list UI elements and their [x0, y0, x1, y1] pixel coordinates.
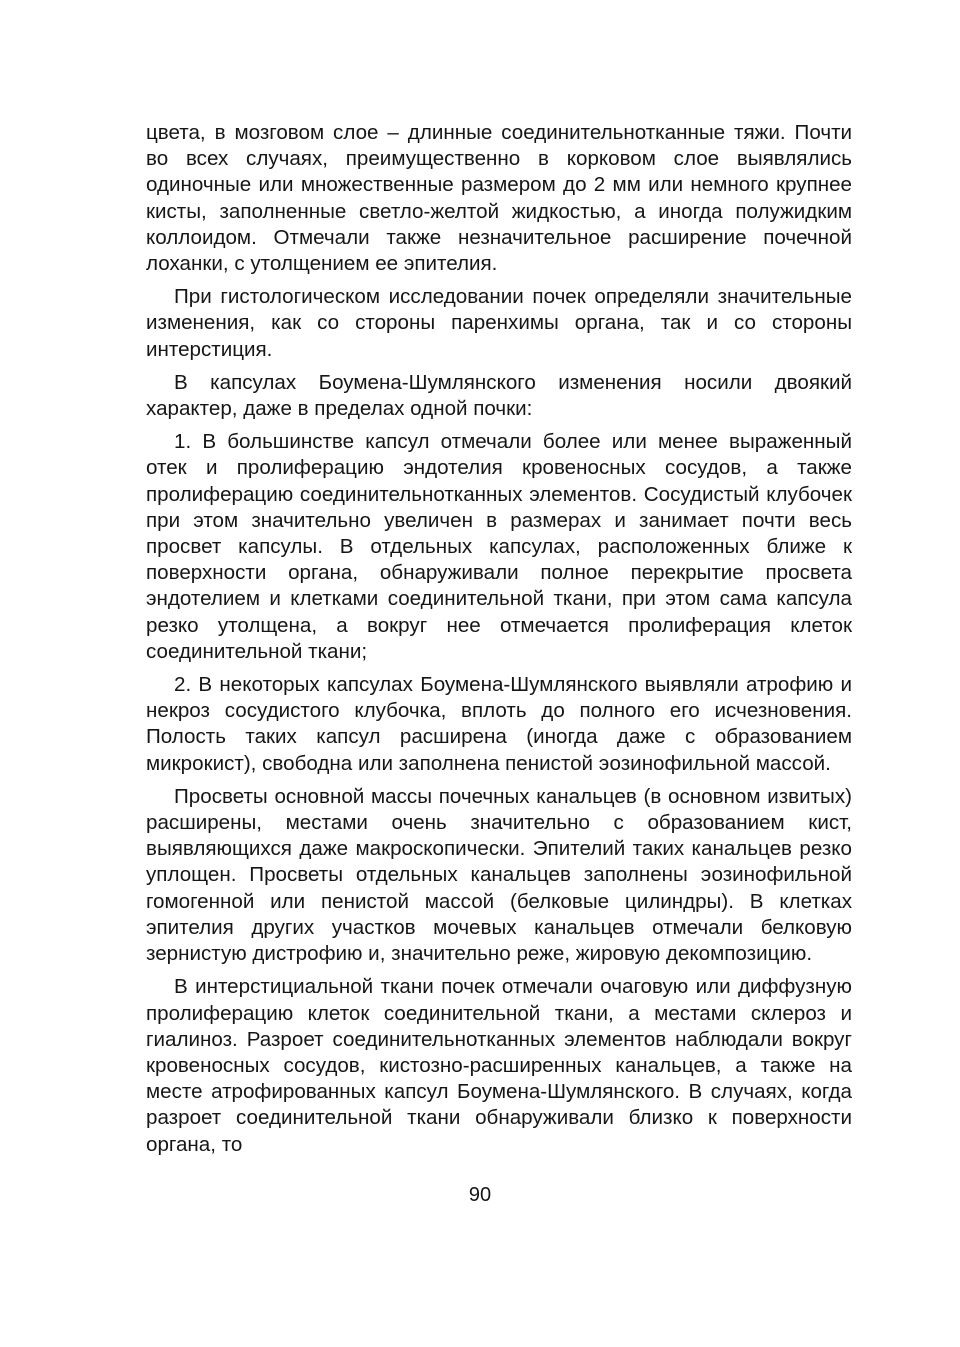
paragraph-histology-intro: При гистологическом исследовании почек определяли значительные изменения, как со стороны паренхимы органа, так и со стороны интерстиция. [146, 285, 852, 361]
document-page [146, 120, 852, 1165]
page-number: 90 [468, 1184, 492, 1206]
paragraph-continuation: цвета, в мозговом слое – длинные соединительнотканные тяжи. Почти во всех случаях, преимущественно в корковом слое выявлялись одиночные или множественные размером до 2 мм или немного крупнее кисты, заполненные светло-желтой жидкостью, а иногда полужидким коллоидом. Отмечали также незначительное расширение почечной лоханки, с утолщением ее эпителия. [146, 121, 852, 276]
paragraph-capsules-intro: В капсулах Боумена-Шумлянского изменения носили двоякий характер, даже в пределах одной почки: [146, 370, 852, 421]
paragraph-tubules: Просветы основной массы почечных канальцев (в основном извитых) расширены, местами очень значительно с образованием кист, выявляющихся даже макроскопически. Эпителий таких канальцев резко уплощен. Просветы отдельных канальцев заполнены эозинофильной гомогенной или пенистой массой (белковые цилиндры). В клетках эпителия других участков мочевых канальцев отмечали белковую зернистую дистрофию и, значительно реже, жировую декомпозицию. [146, 784, 852, 966]
paragraph-interstitium: В интерстициальной ткани почек отмечали очаговую или диффузную пролиферацию клеток соединительной ткани, а местами склероз и гиалиноз. Разроет соединительнотканных элементов наблюдали вокруг кровеносных сосудов, кистозно-расширенных канальцев, а также на месте атрофированных капсул Боумена-Шумлянского. В случаях, когда разроет соединительной ткани обнаруживали близко к поверхности органа, то [146, 975, 852, 1156]
paragraph-list-item-2: 2. В некоторых капсулах Боумена-Шумлянского выявляли атрофию и некроз сосудистого клубочка, вплоть до полного его исчезновения. Полость таких капсул расширена (иногда даже с образованием микрокист), свободна или заполнена пенистой эозинофильной массой. [146, 673, 852, 775]
paragraph-list-item-1: 1. В большинстве капсул отмечали более или менее выраженный отек и пролиферацию эндотелия кровеносных сосудов, а также пролиферацию соединительнотканных элементов. Сосудистый клубочек при этом значительно увеличен в размерах и занимает почти весь просвет капсулы. В отдельных капсулах, расположенных ближе к поверхности органа, обнаруживали полное перекрытие просвета эндотелием и клетками соединительной ткани, при этом сама капсула резко утолщена, а вокруг нее отмечается пролиферация клеток соединительной ткани; [146, 430, 852, 663]
